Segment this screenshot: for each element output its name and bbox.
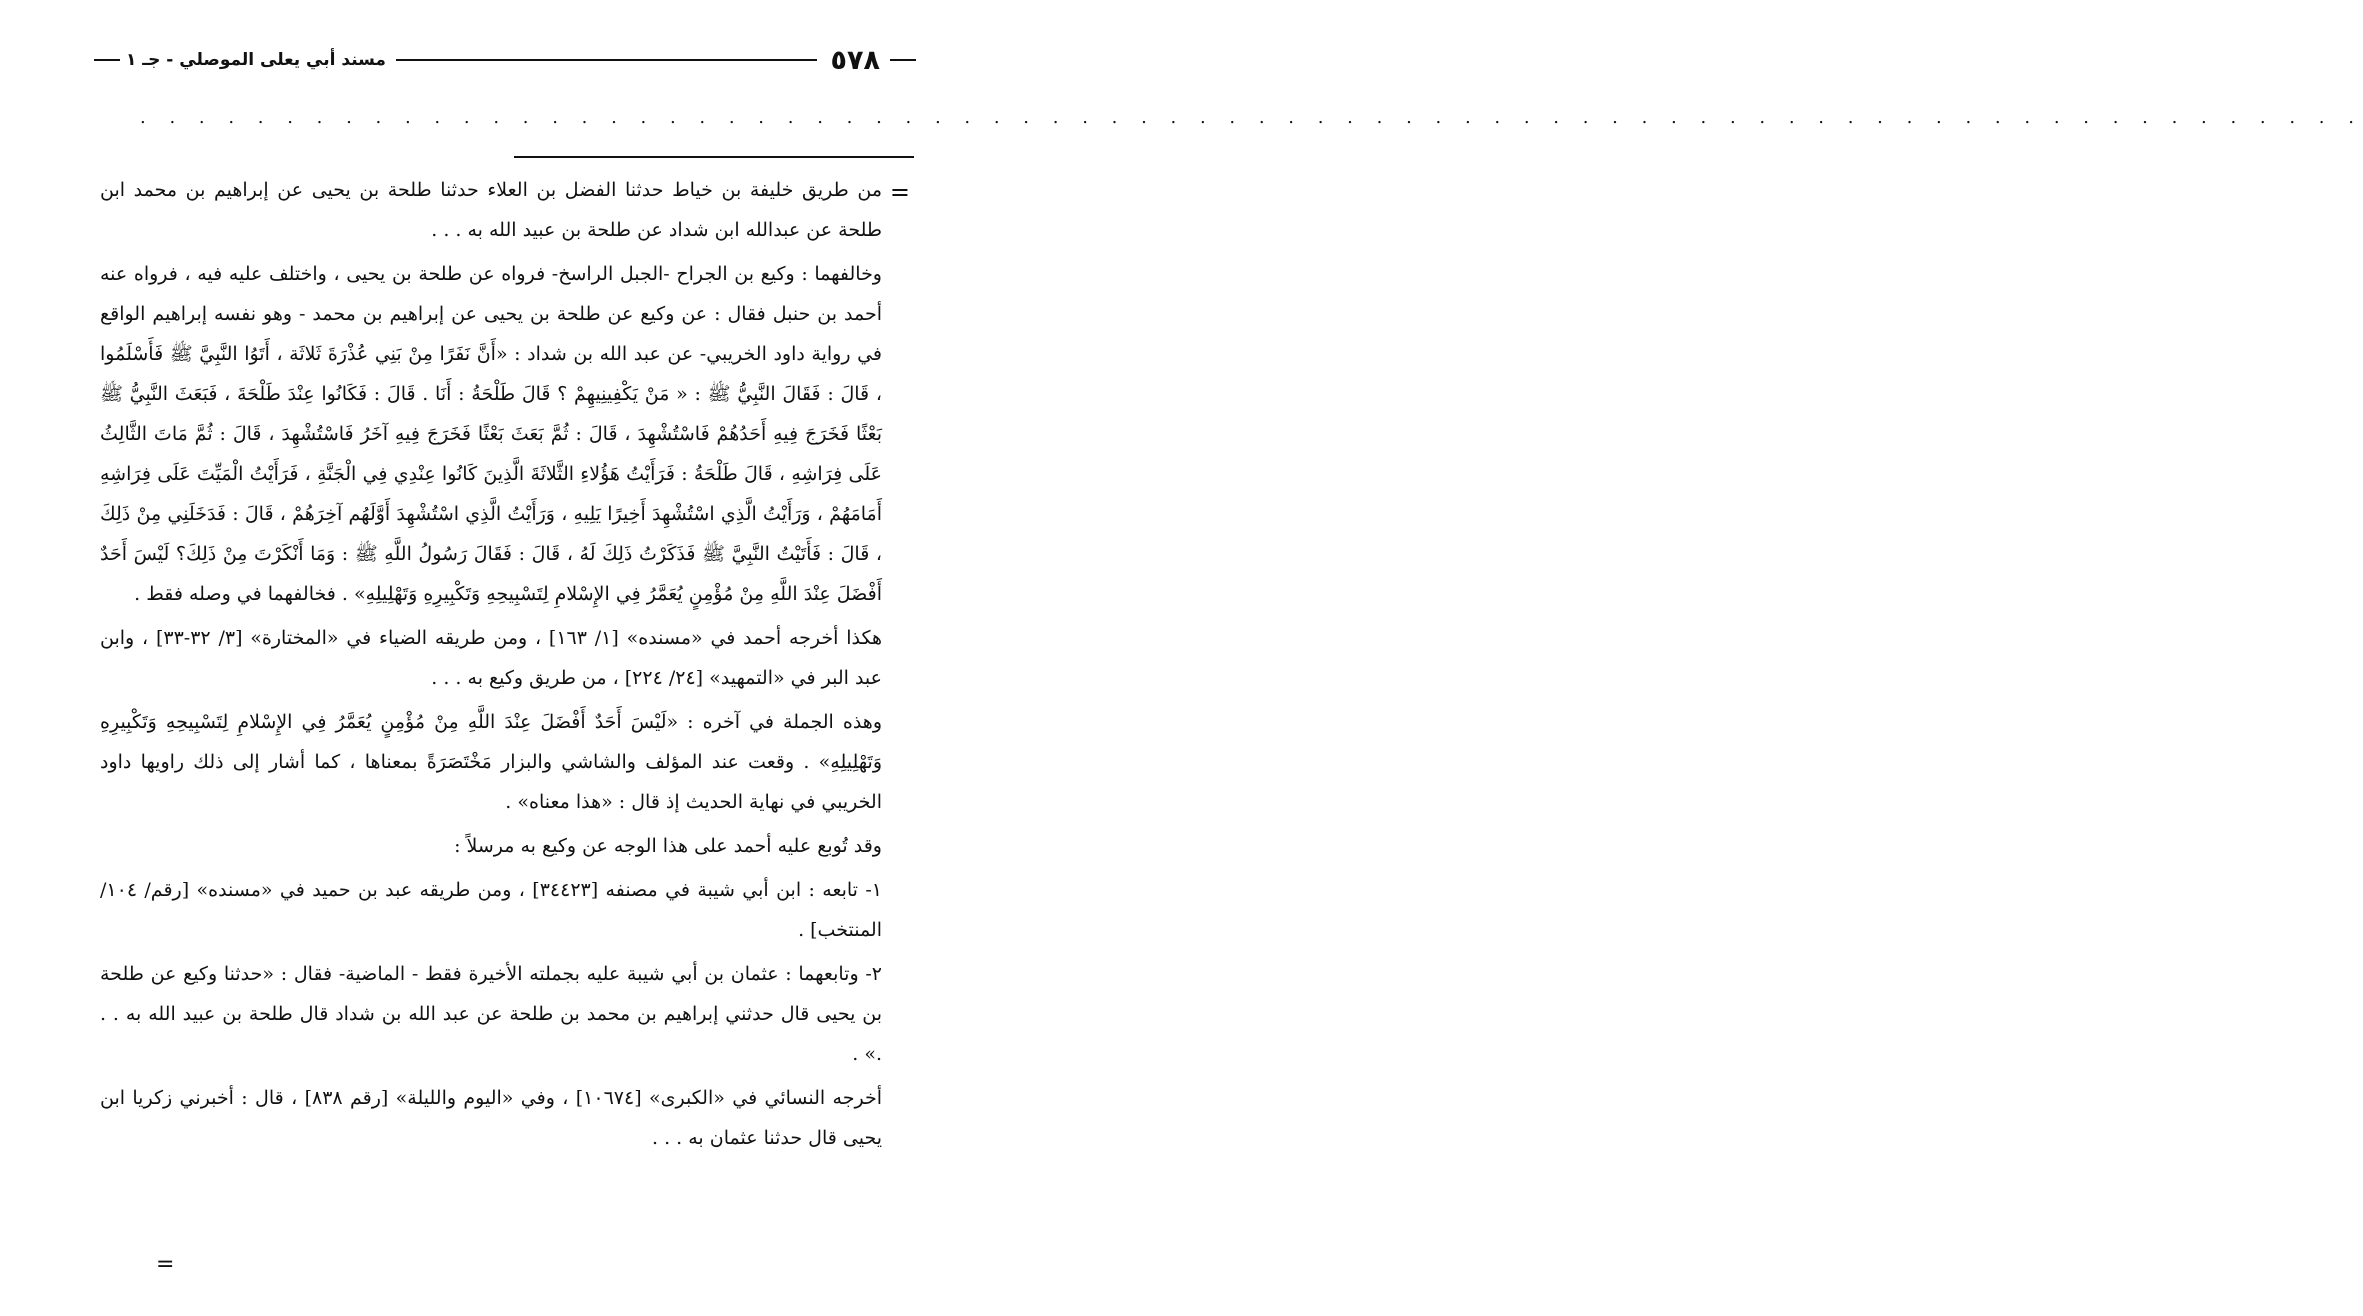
header-dash-end bbox=[94, 59, 120, 61]
book-title: مسند أبي يعلى الموصلي - جـ ١ bbox=[126, 50, 386, 70]
paragraph-3: هكذا أخرجه أحمد في «مسنده» [١/ ١٦٣] ، ومن طريقه الضياء في «المختارة» [٣/ ٣٢-٣٣] ، وابن عبد البر في «التمهيد» [٢٤/ ٢٢٤] ، من طريق وكيع به . . . bbox=[100, 627, 882, 689]
paragraph-8: أخرجه النسائي في «الكبرى» [١٠٦٧٤] ، وفي «اليوم والليلة» [رقم ٨٣٨] ، قال : أخبرني زكريا ابن يحيى قال حدثنا عثمان به . . . bbox=[100, 1087, 882, 1149]
paragraph-7: ٢- وتابعهما : عثمان بن أبي شيبة عليه بجملته الأخيرة فقط - الماضية- فقال : «حدثنا وكيع عن طلحة بن يحيى قال حدثني إبراهيم بن محمد بن طلحة عن عبد الله بن شداد قال طلحة بن عبيد الله به . . .» . bbox=[100, 963, 882, 1065]
paragraph-2: وخالفهما : وكيع بن الجراح -الجبل الراسخ- فرواه عن طلحة بن يحيى ، واختلف عليه فيه ، فرواه عنه أحمد بن حنبل فقال : عن وكيع عن طلحة بن يحيى عن إبراهيم بن محمد - وهو نفسه إبراهيم الواقع في رواية داود الخريبي- عن عبد الله بن شداد : «أَنَّ نَفَرًا مِنْ بَنِي عُذْرَةَ ثَلاثَة ، أَتَوُا النَّبِيَّ ﷺ فَأَسْلَمُوا ، قَالَ : فَقَالَ النَّبِيُّ ﷺ : « مَنْ يَكْفِينِيهِمْ ؟ قَالَ طَلْحَةُ : أَنَا . قَالَ : فَكَانُوا عِنْدَ طَلْحَةَ ، فَبَعَثَ النَّبِيُّ ﷺ بَعْثًا فَخَرَجَ فِيهِ أَحَدُهُمْ فَاسْتُشْهِدَ ، قَالَ : ثُمَّ بَعَثَ بَعْثًا فَخَرَجَ فِيهِ آخَرُ فَاسْتُشْهِدَ ، قَالَ : ثُمَّ مَاتَ الثَّالِثُ عَلَى فِرَاشِهِ ، قَالَ طَلْحَةُ : فَرَأَيْتُ هَؤُلاءِ الثَّلاثَةَ الَّذِينَ كَانُوا عِنْدِي فِي الْجَنَّةِ ، فَرَأَيْتُ الْمَيِّتَ عَلَى فِرَاشِهِ أَمَامَهُمْ ، وَرَأَيْتُ الَّذِي اسْتُشْهِدَ أَخِيرًا يَلِيهِ ، وَرَأَيْتُ الَّذِي اسْتُشْهِدَ أَوَّلَهُم آخِرَهُمْ ، قَالَ : فَدَخَلَنِي مِنْ ذَلِكَ ، قَالَ : فَأَتَيْتُ النَّبِيَّ ﷺ فَذَكَرْتُ ذَلِكَ لَهُ ، قَالَ : فَقَالَ رَسُولُ اللَّهِ ﷺ : وَمَا أَنْكَرْتَ مِنْ ذَلِكَ؟ لَيْسَ أَحَدٌ أَفْضَلَ عِنْدَ اللَّهِ مِنْ مُؤْمِنٍ يُعَمَّرُ فِي الإِسْلامِ لِتَسْبِيحِهِ وَتَكْبِيرِهِ وَتَهْلِيلِهِ» . فخالفهما في وصله فقط . bbox=[100, 263, 882, 605]
footnote-body bbox=[100, 170, 882, 1162]
paragraph-1: من طريق خليفة بن خياط حدثنا الفضل بن العلاء حدثنا طلحة بن يحيى عن إبراهيم بن محمد ابن طلحة عن عبدالله ابن شداد عن طلحة بن عبيد الله به . . . bbox=[100, 179, 882, 241]
continuation-mark-bottom: = bbox=[156, 1252, 175, 1277]
paragraph-4: وهذه الجملة في آخره : «لَيْسَ أَحَدٌ أَفْضَلَ عِنْدَ اللَّهِ مِنْ مُؤْمِنٍ يُعَمَّرُ فِي الإِسْلامِ لِتَسْبِيحِهِ وَتَكْبِيرِهِ وَتَهْلِيلِهِ» . وقعت عند المؤلف والشاشي والبزار مَخْتَصَرَةً بمعناها ، كما أشار إلى ذلك راويها داود الخريبي في نهاية الحديث إذ قال : «هذا معناه» . bbox=[100, 711, 882, 813]
dotted-separator: . . . . . . . . . . . . . . . . . . . . . . . . . . . . . . . . . . . . . . . . . . . . . . . . . . . . . . . . . . . . . . . . . . . . . . . . . . . . bbox=[140, 107, 2363, 128]
header-rule bbox=[396, 59, 817, 61]
page-number: ٥٧٨ bbox=[830, 44, 880, 76]
paragraph-5: وقد تُوبع عليه أحمد على هذا الوجه عن وكيع به مرسلاً : bbox=[454, 835, 882, 857]
paragraph-6: ١- تابعه : ابن أبي شيبة في مصنفه [٣٤٤٢٣] ، ومن طريقه عبد بن حميد في «مسنده» [رقم/ ١٠٤/ المنتخب] . bbox=[100, 879, 882, 941]
continuation-mark-top: = bbox=[889, 178, 910, 206]
page-header bbox=[88, 40, 922, 80]
footnote-rule bbox=[514, 156, 914, 158]
header-dash bbox=[890, 59, 916, 61]
